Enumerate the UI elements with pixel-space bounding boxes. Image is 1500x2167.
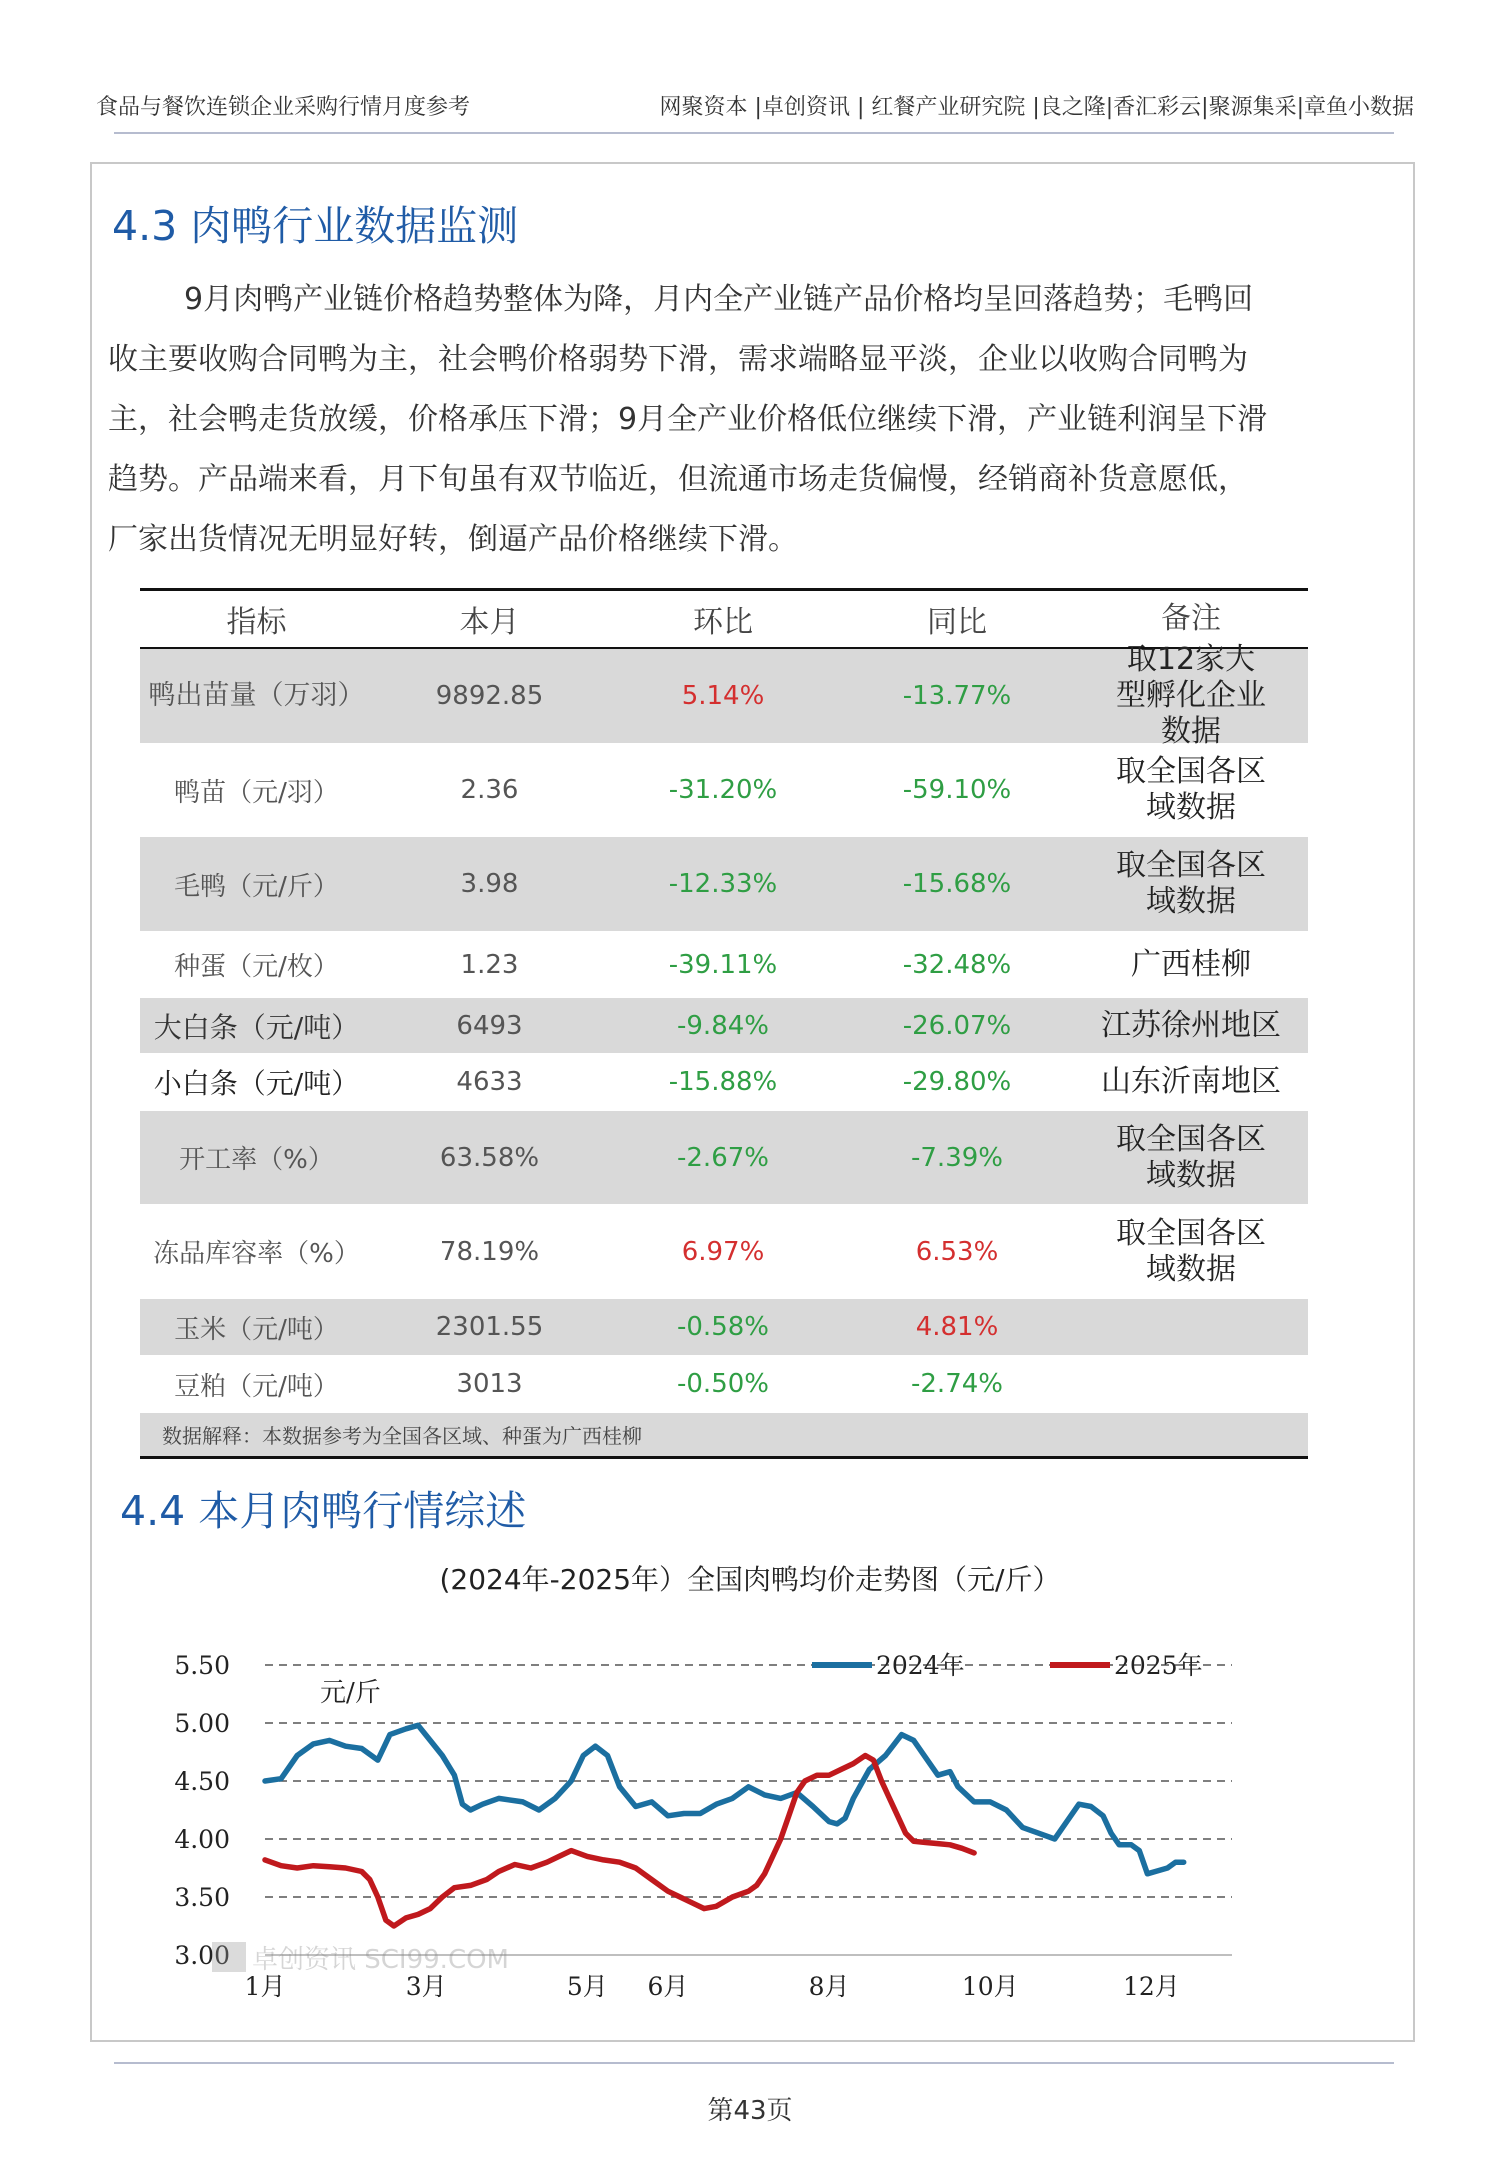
table-cell-mom: -0.50% (677, 1369, 769, 1399)
paragraph-line: 收主要收购合同鸭为主，社会鸭价格弱势下滑，需求端略显平淡，企业以收购合同鸭为 (108, 342, 1248, 377)
table-cell-mom: 5.14% (681, 681, 765, 711)
table-cell-mom: 6.97% (681, 1236, 765, 1267)
watermark-text: 卓创资讯 SCI99.COM (252, 1945, 509, 1975)
y-tick-label: 5.50 (174, 1651, 230, 1680)
watermark (212, 1942, 509, 1975)
table-cell-value: 1.23 (460, 949, 519, 980)
x-tick-label: 8月 (808, 1972, 850, 2001)
y-tick-label: 4.50 (174, 1767, 230, 1796)
paragraph-line: 厂家出货情况无明显好转，倒逼产品价格继续下滑。 (108, 522, 798, 557)
x-tick-label: 6月 (647, 1972, 689, 2001)
table-cell-note: 取全国各区域数据 (1116, 848, 1266, 919)
table-cell-indicator: 豆粕（元/吨） (174, 1371, 339, 1402)
table-cell-value: 3.98 (460, 869, 519, 899)
table-cell-note: 江苏徐州地区 (1101, 1007, 1281, 1043)
table-cell-yoy: 4.81% (915, 1312, 999, 1342)
table-cell-indicator: 玉米（元/吨） (174, 1314, 339, 1345)
x-tick-label: 5月 (566, 1972, 608, 2001)
table-cell-yoy: 6.53% (915, 1236, 999, 1267)
table-cell-note: 取全国各区域数据 (1116, 1215, 1266, 1287)
table-cell-yoy: -59.10% (902, 775, 1012, 805)
table-cell-mom: -2.67% (677, 1142, 769, 1173)
table-cell-yoy: -26.07% (902, 1010, 1012, 1041)
table-cell-mom: -15.88% (668, 1067, 778, 1097)
section-title-4-4: 4.4 本月肉鸭行情综述 (120, 1487, 527, 1535)
table-cell-mom: -39.11% (668, 949, 778, 980)
table-cell-note: 广西桂柳 (1131, 946, 1251, 982)
table-cell-value: 9892.85 (435, 681, 544, 711)
table-cell-indicator: 鸭苗（元/羽） (174, 777, 339, 808)
chart-series (265, 1725, 1184, 1926)
y-tick-label: 3.50 (174, 1883, 230, 1912)
table-cell-yoy: -13.77% (902, 681, 1012, 711)
table-cell-indicator: 大白条（元/吨） (153, 1010, 360, 1044)
x-tick-label: 1月 (244, 1972, 286, 2001)
table-cell-value: 3013 (456, 1369, 523, 1399)
x-tick-label: 12月 (1123, 1972, 1180, 2001)
table-cell-note: 取全国各区域数据 (1116, 1121, 1266, 1193)
table-cell-value: 4633 (456, 1067, 523, 1097)
table-header-cell: 备注 (1161, 601, 1221, 636)
y-tick-label: 4.00 (174, 1825, 230, 1854)
table-cell-value: 63.58% (439, 1142, 540, 1173)
table-cell-yoy: -15.68% (902, 869, 1012, 899)
table-cell-value: 6493 (456, 1010, 523, 1041)
table-cell-value: 2301.55 (435, 1312, 544, 1342)
table-cell-indicator: 小白条（元/吨） (153, 1067, 360, 1100)
x-tick-label: 3月 (405, 1972, 447, 2001)
header-left-title: 食品与餐饮连锁企业采购行情月度参考 (96, 94, 471, 120)
x-tick-label: 10月 (961, 1972, 1019, 2001)
y-axis-ticks (174, 1651, 230, 1970)
table-cell-indicator: 种蛋（元/枚） (174, 952, 339, 982)
paragraph-line: 主，社会鸭走货放缓，价格承压下滑；9月全产业价格低位继续下滑，产业链利润呈下滑 (108, 402, 1268, 437)
table-cell-indicator: 冻品库容率（%） (153, 1239, 360, 1269)
y-tick-label: 3.00 (174, 1941, 230, 1970)
page-number: 第43页 (707, 2096, 793, 2126)
table-cell-note: 取全国各区域数据 (1116, 754, 1266, 825)
y-tick-label: 5.00 (174, 1709, 230, 1738)
table-cell-yoy: -29.80% (902, 1067, 1012, 1097)
y-unit-label: 元/斤 (320, 1678, 381, 1708)
chart-grid (265, 1665, 1232, 1955)
table-cell-mom: -9.84% (677, 1010, 769, 1041)
table-cell-note: 取12家大型孵化企业数据 (1116, 642, 1266, 749)
paragraph-line: 趋势。产品端来看，月下旬虽有双节临近，但流通市场走货偏慢，经销商补货意愿低， (108, 462, 1248, 497)
header-right-sources: 网聚资本 |卓创资讯 | 红餐产业研究院 |良之隆|香汇彩云|聚源集采|章鱼小数据 (659, 94, 1414, 120)
table-header-cell: 环比 (693, 605, 753, 640)
chart-title: (2024年-2025年）全国肉鸭均价走势图（元/斤） (439, 1563, 1061, 1596)
table-cell-yoy: -7.39% (911, 1142, 1003, 1173)
table-cell-indicator: 毛鸭（元/斤） (174, 871, 339, 902)
table-cell-indicator: 开工率（%） (179, 1145, 334, 1175)
table-header-cell: 指标 (226, 605, 287, 640)
series-line (265, 1725, 1184, 1874)
table-header-cell: 本月 (459, 605, 520, 640)
table-cell-mom: -0.58% (677, 1312, 769, 1342)
table-cell-mom: -12.33% (668, 869, 778, 899)
legend-label: 2024年 (876, 1651, 965, 1680)
table-cell-yoy: -32.48% (902, 949, 1012, 980)
watermark-logo-mark (212, 1942, 246, 1972)
table-cell-value: 78.19% (439, 1236, 540, 1267)
table-header-cell: 同比 (927, 605, 987, 640)
legend-label: 2025年 (1114, 1651, 1203, 1680)
footer-divider (114, 2062, 1394, 2064)
table-cell-note: 山东沂南地区 (1101, 1064, 1281, 1099)
table-cell-indicator: 鸭出苗量（万羽） (148, 680, 365, 711)
paragraph-line: 9月肉鸭产业链价格趋势整体为降，月内全产业链产品价格均呈回落趋势；毛鸭回 (184, 282, 1254, 317)
table-cell-yoy: -2.74% (911, 1369, 1003, 1399)
table-footnote: 数据解释：本数据参考为全国各区域、种蛋为广西桂柳 (140, 1413, 1308, 1459)
x-axis-ticks (245, 1972, 1180, 2001)
section-title-4-3: 4.3 肉鸭行业数据监测 (112, 202, 519, 250)
table-cell-mom: -31.20% (668, 775, 778, 805)
table-cell-value: 2.36 (460, 775, 519, 805)
